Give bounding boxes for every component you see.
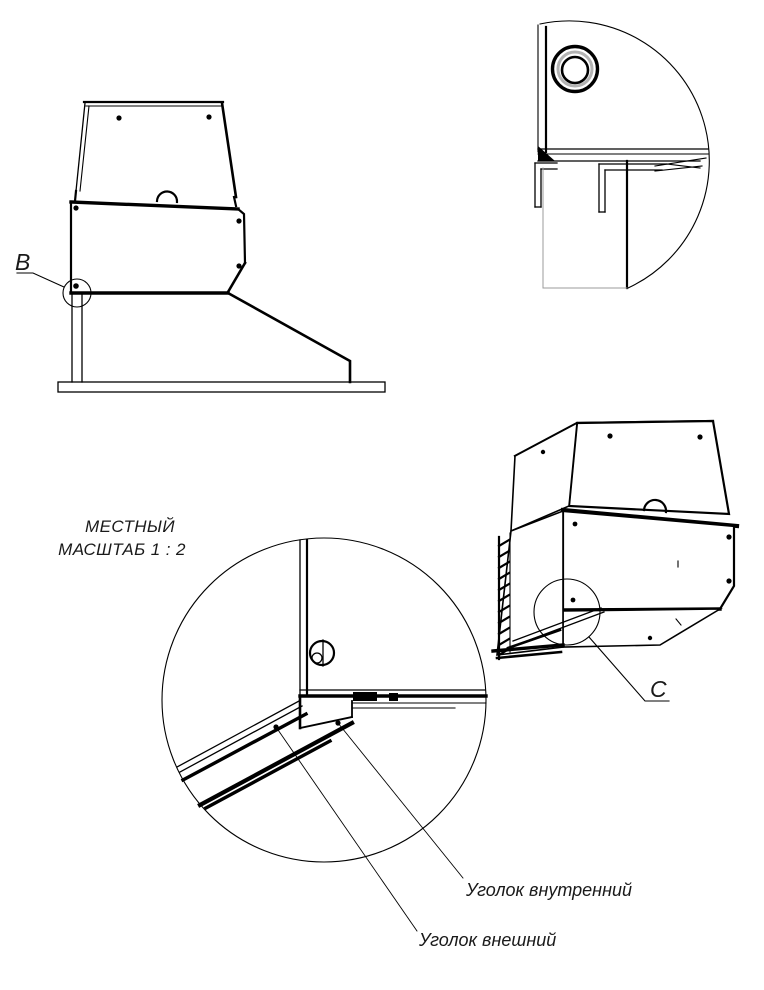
- underside-face: [563, 609, 720, 647]
- screw-dot: [571, 598, 576, 603]
- scale-note: [58, 516, 186, 559]
- screw-dot: [726, 578, 731, 583]
- screw-dot: [726, 534, 731, 539]
- detail-c-label: С: [650, 676, 667, 702]
- grommet-inner-ring: [562, 57, 588, 83]
- detail-b-label: В: [15, 249, 31, 275]
- front-face: [563, 511, 734, 610]
- hood-left-edge: [76, 103, 85, 191]
- flange-section-fill: [353, 692, 377, 701]
- screw-dot: [73, 283, 79, 289]
- bolt-symbol-inner: [312, 653, 322, 663]
- screw-dot: [206, 114, 211, 119]
- bracket-mid-taper: [667, 164, 700, 168]
- screw-dot: [697, 434, 702, 439]
- callout-leader-outer: [276, 727, 417, 931]
- callout-label-inner-angle: Уголок внутренний: [466, 880, 633, 900]
- detail-boundary-circle: [162, 538, 486, 862]
- detail-b-leader: [17, 273, 64, 287]
- screw-dot: [236, 218, 241, 223]
- flange-taper-1: [655, 158, 706, 166]
- screw-dot: [648, 636, 652, 640]
- angle-edge-thick-2: [200, 723, 352, 805]
- side-view: [15, 102, 385, 392]
- band-right-edge: [238, 209, 245, 263]
- hood-left-edge-inner: [80, 106, 89, 191]
- hood-left-foot: [75, 191, 76, 201]
- stand-slope-edge: [228, 293, 350, 382]
- screw-dot: [73, 205, 78, 210]
- band-corner-cut: [228, 263, 245, 292]
- screw-dot: [573, 522, 578, 527]
- callout-label-outer-angle: Уголок внешний: [419, 930, 557, 950]
- screw-dot: [607, 433, 612, 438]
- angle-edge-thick-3: [206, 741, 330, 808]
- band-handle-bump: [157, 191, 177, 202]
- flange-section-fill: [389, 693, 398, 701]
- screw-dot: [116, 115, 121, 120]
- base-plate: [58, 382, 385, 392]
- isometric-view: [493, 421, 737, 702]
- angle-edge-thick-1: [183, 714, 306, 780]
- detail-view-b: [535, 21, 709, 288]
- scale-note-line1: МЕСТНЫЙ: [85, 517, 175, 536]
- scale-note-line2: МАСШТАБ 1 : 2: [58, 540, 186, 559]
- hood-right-edge: [222, 103, 236, 197]
- screw-dot: [236, 263, 241, 268]
- callout-leader-inner: [338, 723, 463, 878]
- roof-face: [569, 421, 729, 514]
- screw-dot: [541, 450, 545, 454]
- band-top-edge: [71, 202, 238, 209]
